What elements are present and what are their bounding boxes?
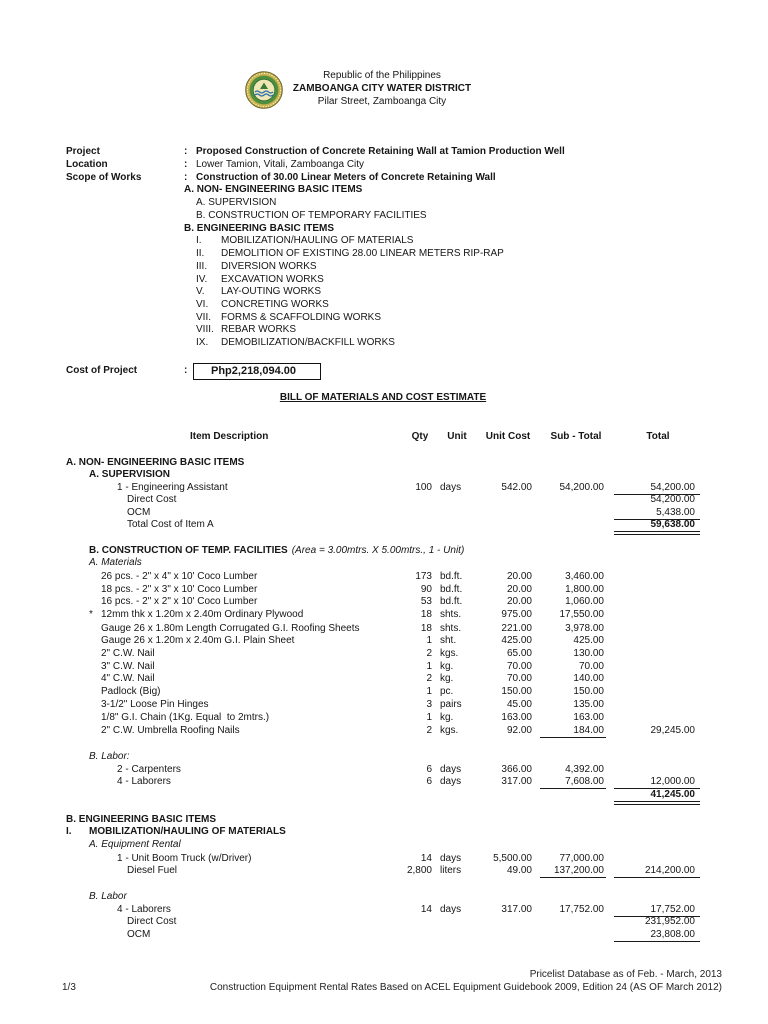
sub-total-cell: 4,392.00 — [565, 764, 604, 775]
scope-item: DEMOLITION OF EXISTING 28.00 LINEAR METERS RIP-RAP — [221, 248, 504, 259]
boq-title: BILL OF MATERIALS AND COST ESTIMATE — [279, 392, 487, 403]
sub-total-cell: 163.00 — [573, 712, 604, 723]
boq-subtotal-row — [0, 916, 768, 928]
qty-cell: 90 — [420, 584, 432, 595]
unit-cell: days — [440, 904, 462, 915]
boq-heading-row — [0, 469, 768, 481]
unit-cost-cell: 317.00 — [501, 904, 532, 915]
item-description-group — [101, 584, 257, 596]
qty-cell: 2,800 — [406, 865, 432, 876]
grand-total-double-rule — [614, 801, 700, 805]
unit-cell: kgs. — [440, 648, 459, 659]
unit-cost-cell: 92.00 — [506, 725, 532, 736]
item-description-group — [127, 507, 150, 519]
scope-item-number: VI. — [196, 299, 209, 310]
scope-group-title: A. NON- ENGINEERING BASIC ITEMS — [184, 184, 363, 195]
item-description: A. Materials — [89, 557, 142, 568]
scope-item: DIVERSION WORKS — [221, 261, 317, 272]
sub-total-cell: 137,200.00 — [553, 865, 604, 876]
qty-cell: 100 — [415, 482, 432, 493]
page-number: 1/3 — [62, 982, 76, 993]
item-description-group — [101, 673, 155, 685]
sub-total-cell: 70.00 — [578, 661, 604, 672]
item-description-group — [117, 764, 181, 776]
item-description: Gauge 26 x 1.20m x 2.40m G.I. Plain Sheet — [101, 635, 295, 646]
unit-cell: days — [440, 482, 462, 493]
unit-cost-cell: 20.00 — [506, 571, 532, 582]
boq-item-row — [0, 865, 768, 877]
grand-total-double-rule — [614, 531, 700, 535]
item-description: 26 pcs. - 2" x 4" x 10' Coco Lumber — [101, 571, 258, 582]
sub-total-cell: 184.00 — [573, 725, 604, 736]
scope-item: LAY-OUTING WORKS — [221, 286, 322, 297]
unit-cell: kg. — [440, 661, 454, 672]
item-note: (Area = 3.00mtrs. X 5.00mtrs., 1 - Unit) — [291, 545, 465, 556]
boq-heading-row — [0, 751, 768, 763]
unit-cell: days — [440, 853, 462, 864]
item-description-group — [101, 661, 155, 673]
item-description-group — [89, 469, 170, 481]
sub-total-cell: 130.00 — [573, 648, 604, 659]
unit-cell: pairs — [440, 699, 462, 710]
boq-item-row — [0, 623, 768, 635]
total-cell: 59,638.00 — [650, 519, 695, 530]
agency-address: Pilar Street, Zamboanga City — [317, 96, 447, 107]
total-cell: 29,245.00 — [650, 725, 695, 736]
scope-item-number: VIII. — [196, 324, 214, 335]
location-value: Lower Tamion, Vitali, Zamboanga City — [196, 159, 365, 170]
sub-total-cell: 77,000.00 — [559, 853, 604, 864]
qty-cell: 1 — [426, 686, 432, 697]
sub-total-cell: 135.00 — [573, 699, 604, 710]
item-description-group — [127, 519, 214, 531]
qty-cell: 14 — [420, 853, 432, 864]
unit-cost-cell: 45.00 — [506, 699, 532, 710]
item-description-group — [89, 826, 286, 838]
item-description-group — [127, 916, 176, 928]
sub-total-cell: 1,060.00 — [565, 596, 604, 607]
scope-item: B. CONSTRUCTION OF TEMPORARY FACILITIES — [196, 210, 427, 221]
total-cell: 231,952.00 — [644, 916, 695, 927]
item-description: Direct Cost — [127, 916, 177, 927]
scope-item-number: II. — [196, 248, 205, 259]
boq-item-row — [0, 482, 768, 494]
item-description-group — [117, 776, 171, 788]
unit-cost-cell: 975.00 — [501, 609, 532, 620]
scope-item-number: III. — [196, 261, 208, 272]
boq-item-row — [0, 699, 768, 711]
item-description: A. SUPERVISION — [89, 469, 170, 480]
qty-cell: 1 — [426, 661, 432, 672]
item-description-group — [117, 853, 251, 865]
item-description: 1 - Engineering Assistant — [117, 482, 228, 493]
boq-item-row — [0, 596, 768, 608]
unit-cell: pc. — [440, 686, 454, 697]
item-description: 1 - Unit Boom Truck (w/Driver) — [117, 853, 252, 864]
unit-cell: bd.ft. — [440, 571, 463, 582]
item-description: Direct Cost — [127, 494, 177, 505]
item-description-group — [101, 623, 360, 635]
boq-item-row — [0, 686, 768, 698]
item-description: 16 pcs. - 2" x 2" x 10' Coco Lumber — [101, 596, 258, 607]
total-cell: 17,752.00 — [650, 904, 695, 915]
scope-value: Construction of 30.00 Linear Meters of Concrete Retaining Wall — [196, 172, 496, 183]
boq-item-row — [0, 904, 768, 916]
item-description-group — [66, 457, 244, 469]
item-description-group — [117, 904, 171, 916]
item-description-group — [127, 494, 176, 506]
item-description: 12mm thk x 1.20m x 2.40m Ordinary Plywood — [101, 609, 304, 620]
total-cell: 23,808.00 — [650, 929, 695, 940]
qty-cell: 18 — [420, 623, 432, 634]
section-number: I. — [66, 826, 72, 837]
unit-cost-cell: 5,500.00 — [493, 853, 532, 864]
qty-cell: 2 — [426, 673, 432, 684]
scope-item: FORMS & SCAFFOLDING WORKS — [221, 312, 382, 323]
item-description: 1/8" G.I. Chain (1Kg. Equal to 2mtrs.) — [101, 712, 270, 723]
unit-cost-cell: 317.00 — [501, 776, 532, 787]
column-header-sub-total: Sub - Total — [550, 431, 602, 442]
item-description: 4 - Laborers — [117, 904, 171, 915]
sum-rule — [540, 877, 606, 878]
item-description: 2 - Carpenters — [117, 764, 181, 775]
item-description-group — [101, 686, 160, 698]
scope-item: CONCRETING WORKS — [221, 299, 329, 310]
item-description-group — [101, 571, 257, 583]
separator: : — [184, 172, 188, 183]
unit-cost-cell: 366.00 — [501, 764, 532, 775]
sum-rule — [614, 877, 700, 878]
sub-total-cell: 140.00 — [573, 673, 604, 684]
boq-subtotal-row — [0, 929, 768, 941]
item-description: A. Equipment Rental — [89, 839, 181, 850]
unit-cost-cell: 163.00 — [501, 712, 532, 723]
item-description: OCM — [127, 507, 151, 518]
location-label: Location — [66, 159, 108, 170]
scope-group-title: B. ENGINEERING BASIC ITEMS — [184, 223, 335, 234]
boq-item-row — [0, 725, 768, 737]
agency-name: ZAMBOANGA CITY WATER DISTRICT — [292, 83, 472, 94]
total-cell: 214,200.00 — [644, 865, 695, 876]
boq-heading-row — [0, 891, 768, 903]
item-description-group — [127, 929, 150, 941]
qty-cell: 173 — [415, 571, 432, 582]
unit-cell: kg. — [440, 673, 454, 684]
total-cell: 54,200.00 — [650, 494, 695, 505]
item-description-group — [66, 814, 216, 826]
item-description-group — [101, 609, 303, 621]
scope-item: EXCAVATION WORKS — [221, 274, 324, 285]
item-description: MOBILIZATION/HAULING OF MATERIALS — [89, 826, 286, 837]
scope-item-number: V. — [196, 286, 205, 297]
scope-item-number: IX. — [196, 337, 209, 348]
total-cell: 41,245.00 — [650, 789, 695, 800]
unit-cost-cell: 70.00 — [506, 661, 532, 672]
boq-heading-row — [0, 814, 768, 826]
item-description: B. ENGINEERING BASIC ITEMS — [66, 814, 217, 825]
column-header-unit: Unit — [447, 431, 467, 442]
item-description: A. NON- ENGINEERING BASIC ITEMS — [66, 457, 245, 468]
qty-cell: 14 — [420, 904, 432, 915]
unit-cell: days — [440, 776, 462, 787]
boq-item-row — [0, 648, 768, 660]
boq-heading-row — [0, 826, 768, 838]
project-label: Project — [66, 146, 100, 157]
sub-total-cell: 7,608.00 — [565, 776, 604, 787]
item-description-group — [89, 839, 181, 851]
column-header-description: Item Description — [190, 431, 269, 442]
sub-total-cell: 1,800.00 — [565, 584, 604, 595]
sub-total-cell: 54,200.00 — [559, 482, 604, 493]
boq-subtotal-row — [0, 494, 768, 506]
unit-cell: shts. — [440, 623, 462, 634]
unit-cost-cell: 65.00 — [506, 648, 532, 659]
qty-cell: 53 — [420, 596, 432, 607]
qty-cell: 6 — [426, 776, 432, 787]
republic-line: Republic of the Philippines — [323, 70, 441, 81]
item-description-group — [101, 596, 257, 608]
sub-total-cell: 3,460.00 — [565, 571, 604, 582]
boq-heading-row — [0, 839, 768, 851]
scope-item-number: IV. — [196, 274, 208, 285]
scope-item-number: VII. — [196, 312, 212, 323]
scope-item: REBAR WORKS — [221, 324, 297, 335]
item-description: 3-1/2" Loose Pin Hinges — [101, 699, 209, 710]
boq-item-row — [0, 712, 768, 724]
unit-cost-cell: 20.00 — [506, 584, 532, 595]
item-description: 2" C.W. Nail — [101, 648, 155, 659]
sub-total-cell: 17,550.00 — [559, 609, 604, 620]
boq-heading-row — [0, 557, 768, 569]
qty-cell: 1 — [426, 712, 432, 723]
item-description-group — [89, 557, 142, 569]
unit-cost-cell: 20.00 — [506, 596, 532, 607]
separator: : — [184, 159, 188, 170]
unit-cost-cell: 49.00 — [506, 865, 532, 876]
item-description: OCM — [127, 929, 151, 940]
unit-cell: sht. — [440, 635, 457, 646]
boq-total-row — [0, 789, 768, 801]
item-marker: * — [89, 609, 93, 620]
pricelist-note: Pricelist Database as of Feb. - March, 2013 — [529, 969, 722, 980]
boq-subtotal-row — [0, 519, 768, 531]
total-cell: 12,000.00 — [650, 776, 695, 787]
qty-cell: 6 — [426, 764, 432, 775]
column-header-unit-cost: Unit Cost — [485, 431, 531, 442]
item-description-group — [101, 699, 209, 711]
sub-total-cell: 425.00 — [573, 635, 604, 646]
unit-cell: bd.ft. — [440, 596, 463, 607]
separator: : — [184, 146, 188, 157]
sub-total-cell: 3,978.00 — [565, 623, 604, 634]
item-description-group — [127, 865, 177, 877]
boq-item-row — [0, 853, 768, 865]
boq-item-row — [0, 609, 768, 621]
item-description: Padlock (Big) — [101, 686, 161, 697]
unit-cost-cell: 70.00 — [506, 673, 532, 684]
unit-cell: kg. — [440, 712, 454, 723]
item-description-group — [101, 635, 294, 647]
boq-item-row — [0, 673, 768, 685]
item-description: B. Labor — [89, 891, 127, 902]
unit-cost-cell: 425.00 — [501, 635, 532, 646]
unit-cell: liters — [440, 865, 462, 876]
boq-item-row — [0, 764, 768, 776]
qty-cell: 1 — [426, 635, 432, 646]
boq-item-row — [0, 584, 768, 596]
item-description: 2" C.W. Umbrella Roofing Nails — [101, 725, 240, 736]
scope-item: DEMOBILIZATION/BACKFILL WORKS — [221, 337, 395, 348]
column-header-qty: Qty — [411, 431, 429, 442]
item-description-group — [89, 545, 464, 557]
rates-note: Construction Equipment Rental Rates Based on ACEL Equipment Guidebook 2009, Edition 24 (AS OF March 2012) — [209, 982, 722, 993]
qty-cell: 3 — [426, 699, 432, 710]
cost-of-project-box: Php2,218,094.00 — [193, 363, 321, 380]
item-description: 4 - Laborers — [117, 776, 171, 787]
boq-item-row — [0, 635, 768, 647]
scope-label: Scope of Works — [66, 172, 142, 183]
boq-item-row — [0, 661, 768, 673]
item-description: 18 pcs. - 2" x 3" x 10' Coco Lumber — [101, 584, 258, 595]
column-header-total: Total — [646, 431, 670, 442]
sum-rule — [614, 941, 700, 942]
qty-cell: 2 — [426, 648, 432, 659]
item-description: 4" C.W. Nail — [101, 673, 155, 684]
scope-item: A. SUPERVISION — [196, 197, 277, 208]
item-description: Total Cost of Item A — [127, 519, 214, 530]
sub-total-cell: 150.00 — [573, 686, 604, 697]
item-description: B. Labor: — [89, 751, 130, 762]
unit-cost-cell: 221.00 — [501, 623, 532, 634]
total-cell: 54,200.00 — [650, 482, 695, 493]
boq-item-row — [0, 571, 768, 583]
unit-cost-cell: 542.00 — [501, 482, 532, 493]
qty-cell: 2 — [426, 725, 432, 736]
item-description-group — [101, 725, 240, 737]
project-title: Proposed Construction of Concrete Retaining Wall at Tamion Production Well — [196, 146, 565, 157]
total-cell: 5,438.00 — [656, 507, 695, 518]
item-description: B. CONSTRUCTION OF TEMP. FACILITIES — [89, 545, 288, 556]
boq-heading-row — [0, 545, 768, 557]
item-description-group — [89, 891, 127, 903]
unit-cost-cell: 150.00 — [501, 686, 532, 697]
sum-rule — [540, 737, 606, 738]
item-description: Gauge 26 x 1.80m Length Corrugated G.I. Roofing Sheets — [101, 623, 360, 634]
cost-label: Cost of Project — [66, 365, 138, 376]
boq-item-row — [0, 776, 768, 788]
item-description-group — [101, 712, 269, 724]
unit-cell: shts. — [440, 609, 462, 620]
boq-heading-row — [0, 457, 768, 469]
item-description: Diesel Fuel — [127, 865, 178, 876]
item-description: 3" C.W. Nail — [101, 661, 155, 672]
unit-cell: bd.ft. — [440, 584, 463, 595]
boq-subtotal-row — [0, 507, 768, 519]
scope-item-number: I. — [196, 235, 202, 246]
sub-total-cell: 17,752.00 — [559, 904, 604, 915]
item-description-group — [117, 482, 228, 494]
item-description-group — [101, 648, 155, 660]
unit-cell: days — [440, 764, 462, 775]
item-description-group — [89, 751, 130, 763]
qty-cell: 18 — [420, 609, 432, 620]
unit-cell: kgs. — [440, 725, 459, 736]
scope-item: MOBILIZATION/HAULING OF MATERIALS — [221, 235, 414, 246]
separator: : — [184, 365, 188, 376]
